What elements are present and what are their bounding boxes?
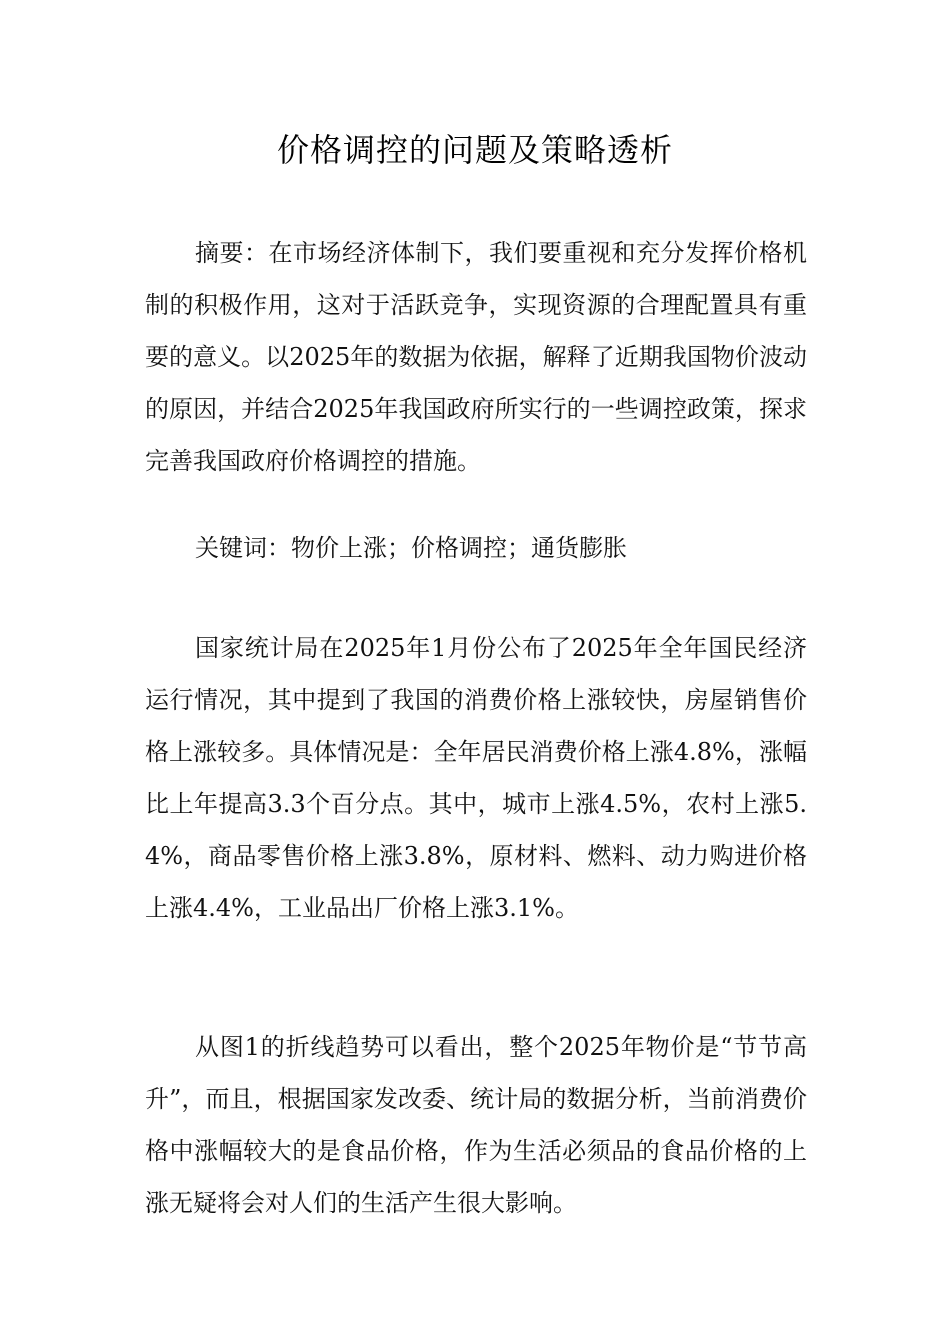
keywords-paragraph: 关键词：物价上涨；价格调控；通货膨胀 [195, 534, 627, 562]
statistics-paragraph: 国家统计局在2025年1月份公布了2025年全年国民经济运行情况，其中提到了我国的消费价格上涨较快，房屋销售价格上涨较多。具体情况是：全年居民消费价格上涨4.8%，涨幅比上年提高3.3个百分点。其中，城市上涨4.5%，农村上涨5.4%，商品零售价格上涨3.8%，原材料、燃料、动力购进价格上涨4.4%，工业品出厂价格上涨3.1%。 [145, 634, 807, 922]
figure-trend-paragraph: 从图1的折线趋势可以看出，整个2025年物价是“节节高升”，而且，根据国家发改委、统计局的数据分析，当前消费价格中涨幅较大的是食品价格，作为生活必须品的食品价格的上涨无疑将会对人们的生活产生很大影响。 [145, 1033, 807, 1217]
abstract-paragraph: 摘要：在市场经济体制下，我们要重视和充分发挥价格机制的积极作用，这对于活跃竞争，实现资源的合理配置具有重要的意义。以2025年的数据为依据，解释了近期我国物价波动的原因，并结合2025年我国政府所实行的一些调控政策，探求完善我国政府价格调控的措施。 [145, 239, 807, 475]
document-title: 价格调控的问题及策略透析 [276, 131, 673, 169]
